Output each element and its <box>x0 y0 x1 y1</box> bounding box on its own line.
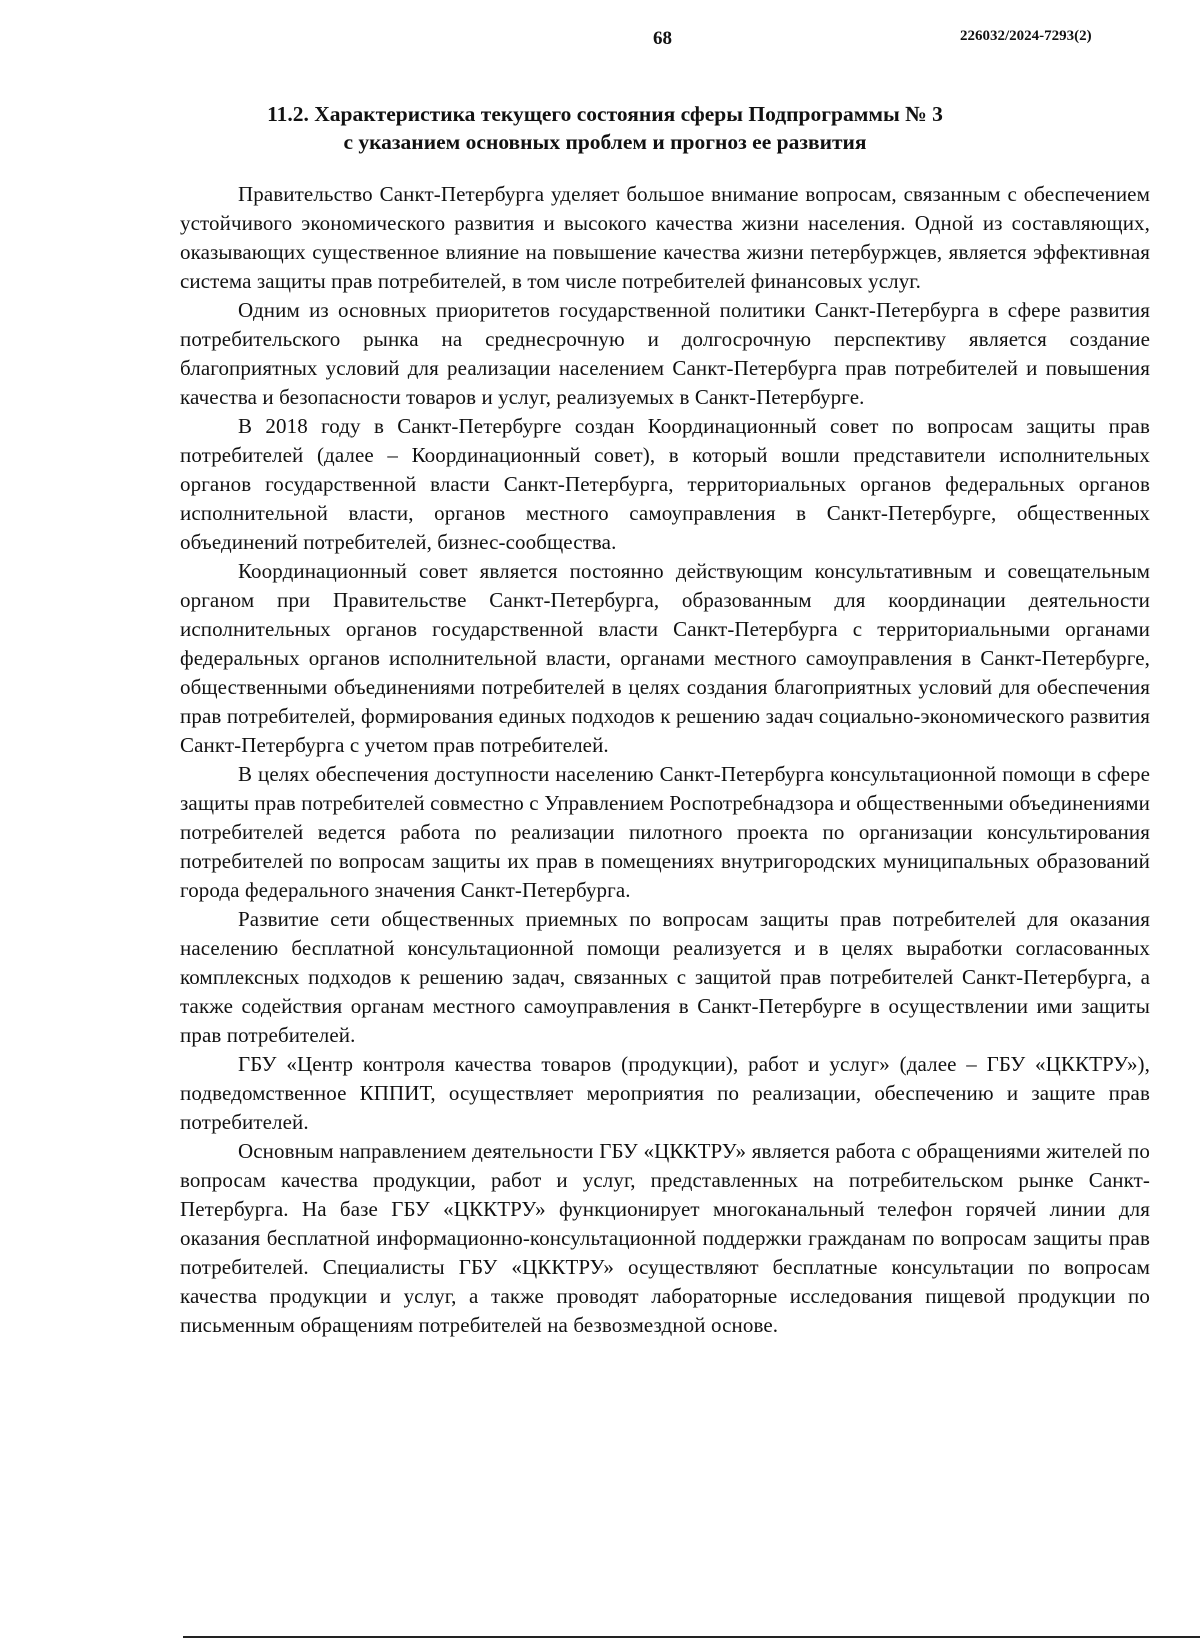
paragraph-6: Развитие сети общественных приемных по вопросам защиты прав потребителей для оказания населению бесплатной консультационной помощи реализуется и в целях выработки согласованных комплексных подходов к решению задач, связанных с защитой прав потребителей Санкт-Петербурга, а также содействия органам местного самоуправления в Санкт-Петербурге в осуществлении ими защиты прав потребителей. <box>180 907 1150 1047</box>
section-heading-line-2: с указанием основных проблем и прогноз ее развития <box>343 130 867 154</box>
paragraph-3: В 2018 году в Санкт-Петербурге создан Координационный совет по вопросам защиты прав потребителей (далее – Координационный совет), в который вошли представители исполнительных органов государственной власти Санкт-Петербурга, территориальных органов федеральных органов исполнительной власти, органов местного самоуправления в Санкт-Петербурге, общественных объединений потребителей, бизнес-сообщества. <box>180 414 1150 554</box>
paragraph-4: Координационный совет является постоянно действующим консультативным и совещательным органом при Правительстве Санкт-Петербурга, образованным для координации деятельности исполнительных органов государственной власти Санкт-Петербурга с территориальными органами федеральных органов исполнительной власти, органами местного самоуправления в Санкт-Петербурге, общественными объединениями потребителей в целях создания благоприятных условий для обеспечения прав потребителей, формирования единых подходов к решению задач социально-экономического развития Санкт-Петербурга с учетом прав потребителей. <box>180 559 1150 757</box>
paragraph-5: В целях обеспечения доступности населению Санкт-Петербурга консультационной помощи в сфере защиты прав потребителей совместно с Управлением Роспотребнадзора и общественными объединениями потребителей ведется работа по реализации пилотного проекта по организации консультирования потребителей по вопросам защиты их прав в помещениях внутригородских муниципальных образований города федерального значения Санкт-Петербурга. <box>180 762 1150 902</box>
paragraph-8: Основным направлением деятельности ГБУ «ЦККТРУ» является работа с обращениями жителей по вопросам качества продукции, работ и услуг, представленных на потребительском рынке Санкт-Петербурга. На базе ГБУ «ЦККТРУ» функционирует многоканальный телефон горячей линии для оказания бесплатной информационно-консультационной поддержки гражданам по вопросам защиты прав потребителей. Специалисты ГБУ «ЦККТРУ» осуществляют бесплатные консультации по вопросам качества продукции и услуг, а также проводят лабораторные исследования пищевой продукции по письменным обращениям потребителей на безвозмездной основе. <box>180 1139 1150 1337</box>
paragraph-1: Правительство Санкт-Петербурга уделяет большое внимание вопросам, связанным с обеспечением устойчивого экономического развития и высокого качества жизни населения. Одной из составляющих, оказывающих существенное влияние на повышение качества жизни петербуржцев, является эффективная система защиты прав потребителей, в том числе потребителей финансовых услуг. <box>180 182 1150 293</box>
page-number: 68 <box>653 28 672 49</box>
document-id: 226032/2024-7293(2) <box>960 28 1092 44</box>
paragraph-7: ГБУ «Центр контроля качества товаров (продукции), работ и услуг» (далее – ГБУ «ЦККТРУ»), подведомственное КППИТ, осуществляет мероприятия по реализации, обеспечению и защите прав потребителей. <box>180 1052 1150 1134</box>
paragraph-2: Одним из основных приоритетов государственной политики Санкт-Петербурга в сфере развития потребительского рынка на среднесрочную и долгосрочную перспективу является создание благоприятных условий для реализации населением Санкт-Петербурга прав потребителей и повышения качества и безопасности товаров и услуг, реализуемых в Санкт-Петербурге. <box>180 298 1150 409</box>
section-heading <box>180 100 1030 156</box>
body-text <box>180 180 1150 1340</box>
bottom-rule <box>183 1636 1200 1638</box>
section-heading-line-1: 11.2. Характеристика текущего состояния сферы Подпрограммы № 3 <box>267 102 943 126</box>
